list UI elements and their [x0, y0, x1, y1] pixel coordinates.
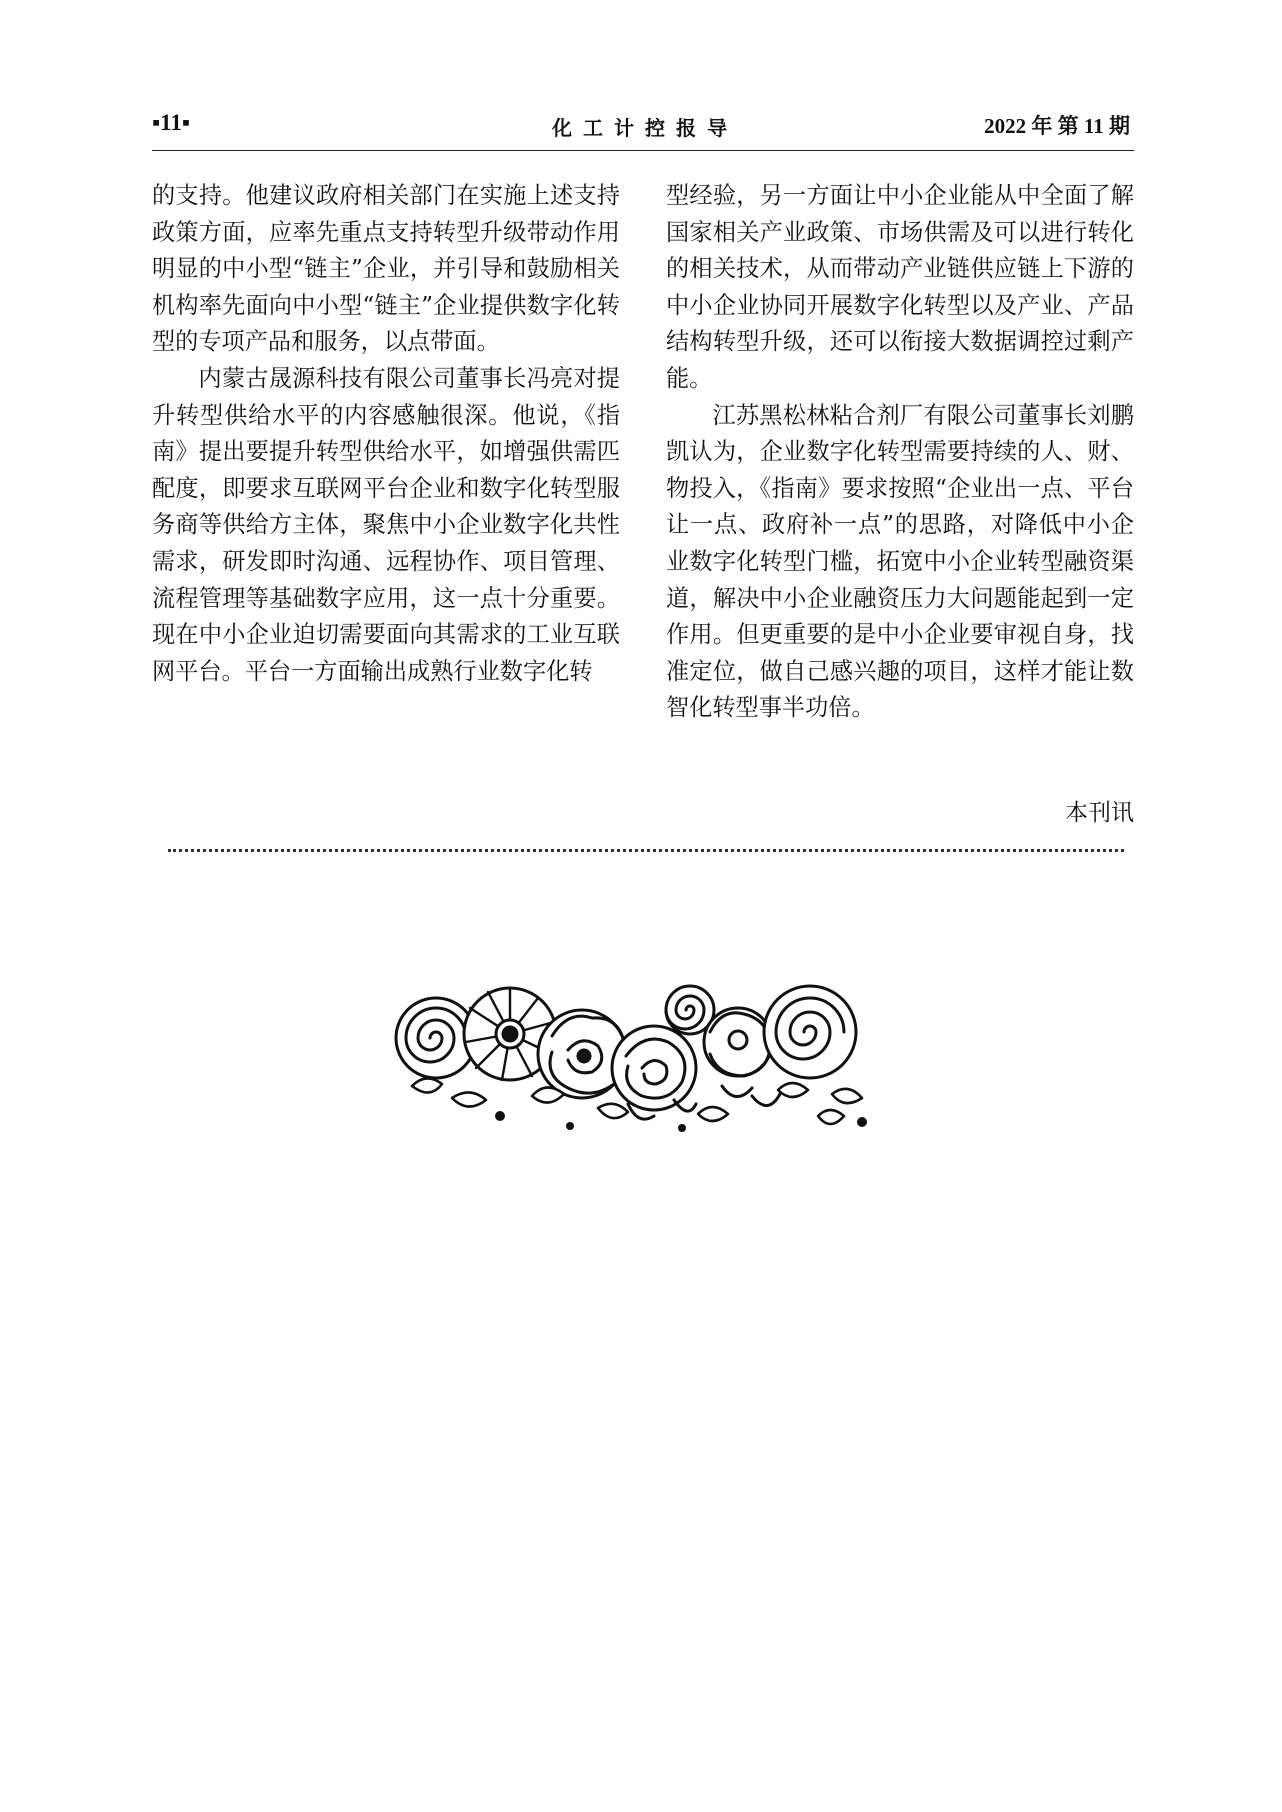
bloom-icon — [612, 1026, 696, 1119]
dotted-divider — [168, 849, 1124, 852]
page-header — [152, 106, 1132, 150]
header-rule — [152, 150, 1134, 151]
paragraph: 江苏黑松林粘合剂厂有限公司董事长刘鹏凯认为，企业数字化转型需要持续的人、财、物投入，《指南》要求按照“企业出一点、平台让一点、政府补一点”的思路，对降低中小企业数字化转型门槛，拓宽中小企业转型融资渠道，解决中小企业融资压力大问题能起到一定作用。但更重要的是中小企业要审视自身，找准定位，做自己感兴趣的项目，这样才能让数智化转型事半功倍。 — [666, 401, 1134, 722]
paragraph: 的支持。他建议政府相关部门在实施上述支持政策方面，应率先重点支持转型升级带动作用明显的中小型“链主”企业，并引导和鼓励相关机构率先面向中小型“链主”企业提供数字化转型的专项产品和服务，以点带面。 — [152, 182, 620, 356]
paragraph: 内蒙古晟源科技有限公司董事长冯亮对提升转型供给水平的内容感触很深。他说，《指南》提出要提升转型供给水平，如增强供需匹配度，即要求互联网平台企业和数字化转型服务商等供给方主体，聚焦中小企业数字化共性需求，研发即时沟通、远程协作、项目管理、流程管理等基础数字应用，这一点十分重要。现在中小企业迫切需要面向其需求的工业互联网平台。平台一方面输出成熟行业数字化转 — [152, 364, 620, 685]
left-column — [152, 178, 620, 690]
paragraph: 型经验，另一方面让中小企业能从中全面了解国家相关产业政策、市场供需及可以进行转化的相关技术，从而带动产业链供应链上下游的中小企业协同开展数字化转型以及产业、产品结构转型升级，还可以衔接大数据调控过剩产能。 — [666, 182, 1134, 392]
floral-ornament-icon — [392, 976, 876, 1146]
journal-title: 化工计控报导 — [552, 116, 738, 140]
big-spiral-rose-icon — [764, 986, 856, 1078]
buds-icon — [495, 1111, 867, 1132]
article-source: 本刊讯 — [1065, 800, 1134, 826]
issue-label: 2022 年 第 11 期 — [984, 114, 1130, 138]
right-column — [666, 178, 1134, 727]
page-number: ▪11▪ — [152, 110, 191, 135]
